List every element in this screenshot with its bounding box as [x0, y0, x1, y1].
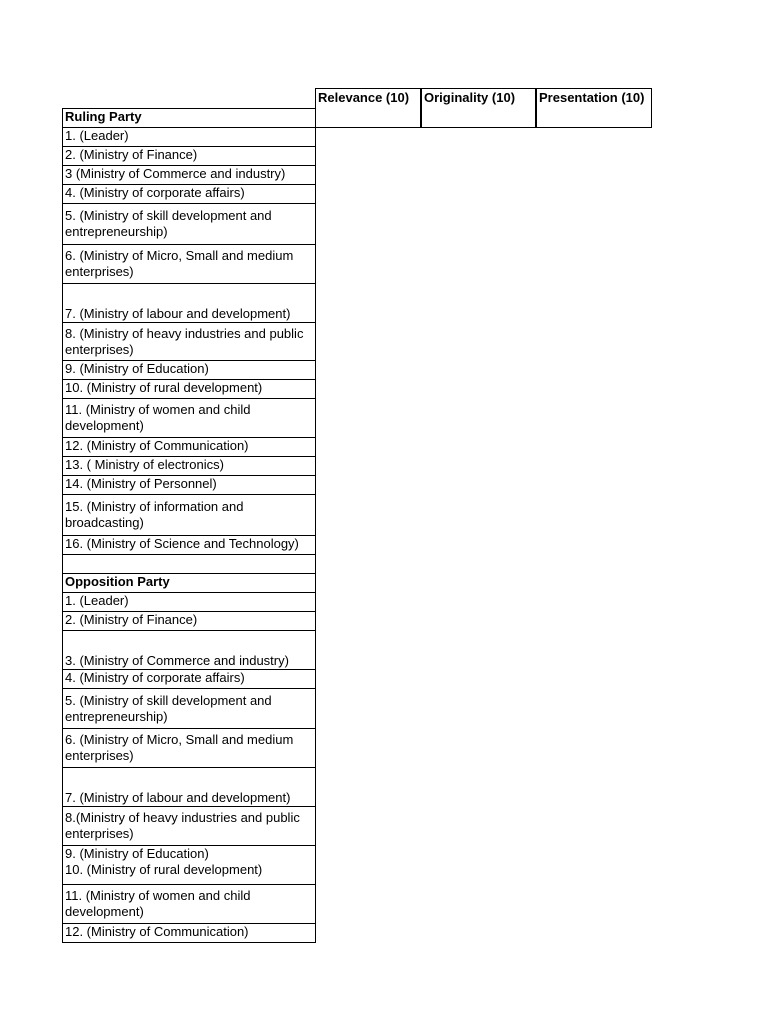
blank-row [62, 554, 316, 574]
opposition-row: 11. (Ministry of women and child development) [62, 884, 316, 924]
opposition-row: 12. (Ministry of Communication) [62, 923, 316, 943]
ruling-row: 7. (Ministry of labour and development) [62, 283, 316, 323]
ruling-row: 16. (Ministry of Science and Technology) [62, 535, 316, 555]
ruling-row: 13. ( Ministry of electronics) [62, 456, 316, 476]
column-header-1: Originality (10) [421, 88, 536, 128]
ruling-row: 15. (Ministry of information and broadcasting) [62, 494, 316, 536]
column-header-0: Relevance (10) [315, 88, 421, 128]
opposition-row: 1. (Leader) [62, 592, 316, 612]
ruling-row: 5. (Ministry of skill development and entrepreneurship) [62, 203, 316, 245]
ruling-row: 14. (Ministry of Personnel) [62, 475, 316, 495]
ruling-row: 2. (Ministry of Finance) [62, 146, 316, 166]
opposition-row: 2. (Ministry of Finance) [62, 611, 316, 631]
opposition-row-text: 10. (Ministry of rural development) [65, 862, 263, 877]
opposition-row: 7. (Ministry of labour and development) [62, 767, 316, 807]
ruling-row: 12. (Ministry of Communication) [62, 437, 316, 457]
opposition-row: 4. (Ministry of corporate affairs) [62, 669, 316, 689]
opposition-row: 3. (Ministry of Commerce and industry) [62, 630, 316, 670]
opposition-row [62, 845, 316, 885]
opposition-row-text: 9. (Ministry of Education) [65, 846, 209, 861]
ruling-row: 10. (Ministry of rural development) [62, 379, 316, 399]
ruling-row: 8. (Ministry of heavy industries and public enterprises) [62, 322, 316, 361]
ruling-row: 11. (Ministry of women and child development) [62, 398, 316, 438]
opposition-row: 8.(Ministry of heavy industries and public enterprises) [62, 806, 316, 846]
ruling-row: 9. (Ministry of Education) [62, 360, 316, 380]
ruling-row: 6. (Ministry of Micro, Small and medium enterprises) [62, 244, 316, 284]
opposition-party-title: Opposition Party [62, 573, 316, 593]
column-header-2: Presentation (10) [536, 88, 652, 128]
ruling-row: 3 (Ministry of Commerce and industry) [62, 165, 316, 185]
ruling-party-title: Ruling Party [62, 108, 316, 128]
ruling-row: 1. (Leader) [62, 127, 316, 147]
opposition-row: 5. (Ministry of skill development and entrepreneurship) [62, 688, 316, 729]
opposition-row: 6. (Ministry of Micro, Small and medium enterprises) [62, 728, 316, 768]
ruling-row: 4. (Ministry of corporate affairs) [62, 184, 316, 204]
